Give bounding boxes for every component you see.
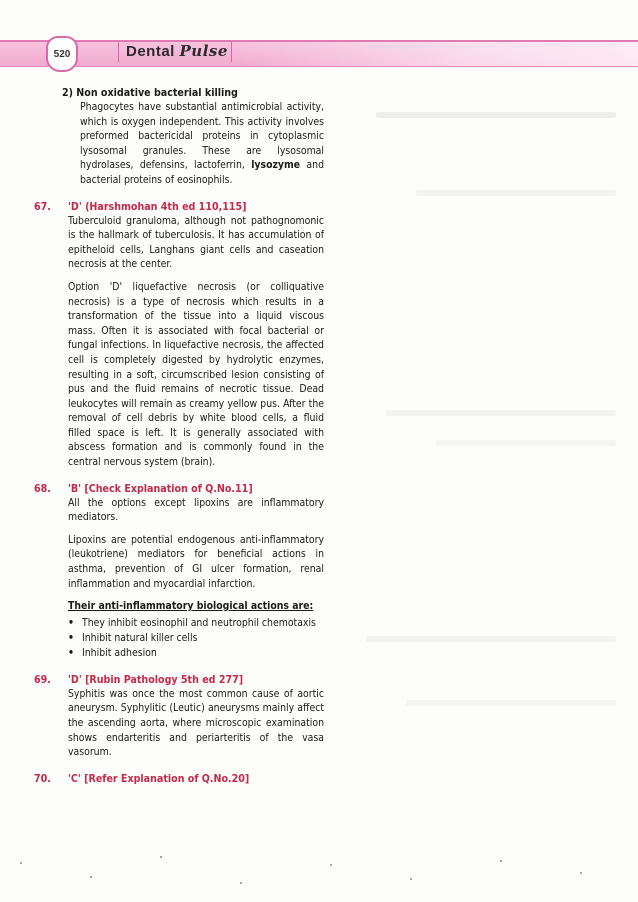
q67-para-2: Option 'D' liquefactive necrosis (or colliquative necrosis) is a type of necrosis which results in a transformation of the tissue into a liquid viscous mass. Often it is associated with focal bacterial or fungal infections. In liquefactive necrosis, the affected cell is completely digested by hydrolytic enzymes, resulting in a soft, circumscribed lesion consisting of pus and the fluid remains of necrotic tissue. Dead leukocytes will remain as creamy yellow pus. After the removal of cell debris by white blood cells, a fluid filled space is left. It is generally associated with abscess formation and is commonly found in the central nervous system (brain). xyxy=(68,280,324,469)
list-item: • Inhibit natural killer cells xyxy=(68,631,324,646)
q69-heading xyxy=(34,673,324,687)
q68-para-2: Lipoxins are potential endogenous anti-inflammatory (leukotriene) mediators for beneficial actions in asthma, prevention of GI ulcer formation, renal inflammation and myocardial infarction. xyxy=(68,533,324,590)
q68-list-title xyxy=(68,599,324,614)
q67-answer: 'D' (Harshmohan 4th ed 110,115] xyxy=(68,200,247,213)
speck xyxy=(580,872,582,874)
bleed-through-mark xyxy=(386,410,616,416)
q68-answer: 'B' [Check Explanation of Q.No.11] xyxy=(68,482,253,495)
q68-heading xyxy=(34,482,324,496)
q69-answer: 'D' [Rubin Pathology 5th ed 277] xyxy=(68,673,244,686)
page-number: 520 xyxy=(53,48,71,60)
intro-body-a: Phagocytes have substantial antimicrobial activity, which is oxygen independent. This activity involves preformed bactericidal proteins in cytoplasmic lysosomal granules. These are lysosomal hydrolases, defensins, lactoferrin, xyxy=(80,101,324,172)
q70-answer: 'C' [Refer Explanation of Q.No.20] xyxy=(68,772,250,785)
q69-number: 69. xyxy=(34,673,51,686)
q69-para-1: Syphitis was once the most common cause of aortic aneurysm. Syphylitic (Leutic) aneurysms mainly affect the ascending aorta, where microscopic examination shows endarteritis and periarteritis of the vasa vasorum. xyxy=(68,687,324,759)
speck xyxy=(500,860,502,862)
page-header-band xyxy=(0,40,638,67)
speck xyxy=(330,864,332,866)
header-fade xyxy=(230,42,638,66)
speck xyxy=(20,862,22,864)
intro-subtitle: 2) Non oxidative bacterial killing xyxy=(62,87,238,99)
q68-bullet-list xyxy=(68,616,324,661)
bleed-through-mark xyxy=(366,636,616,642)
tooth-icon xyxy=(46,36,78,72)
list-item: • They inhibit eosinophil and neutrophil chemotaxis xyxy=(68,616,324,631)
q70-number: 70. xyxy=(34,772,51,785)
q67-para-1: Tuberculoid granuloma, although not pathognomonic is the hallmark of tuberculosis. It has accumulation of epitheloid cells, Langhans giant cells and caseation necrosis at the center. xyxy=(68,214,324,271)
q67-heading xyxy=(34,200,324,214)
list-item: • Inhibit adhesion xyxy=(68,646,324,661)
q68-number: 68. xyxy=(34,482,51,495)
q70-heading xyxy=(34,772,324,786)
intro-body-b: and bacterial proteins of eosinophils. xyxy=(80,159,325,186)
brand-title xyxy=(126,42,228,60)
intro-body-bold: lysozyme xyxy=(251,159,301,172)
q68-para-1: All the options except lipoxins are inflammatory mediators. xyxy=(68,496,324,524)
bleed-through-mark xyxy=(416,190,616,196)
q68-list-title-text: Their anti-inflammatory biological actions are: xyxy=(68,600,314,613)
speck xyxy=(410,878,412,880)
q67-number: 67. xyxy=(34,200,51,213)
bleed-through-mark xyxy=(406,700,616,706)
page-content xyxy=(34,86,324,786)
bleed-through-mark xyxy=(376,112,616,118)
bleed-through-mark xyxy=(436,440,616,446)
brand-prefix: Dental xyxy=(126,43,180,60)
brand-script: Pulse xyxy=(179,42,228,60)
speck xyxy=(90,876,92,878)
scan-specks xyxy=(0,842,638,902)
intro-body xyxy=(80,100,324,188)
speck xyxy=(240,882,242,884)
speck xyxy=(160,856,162,858)
